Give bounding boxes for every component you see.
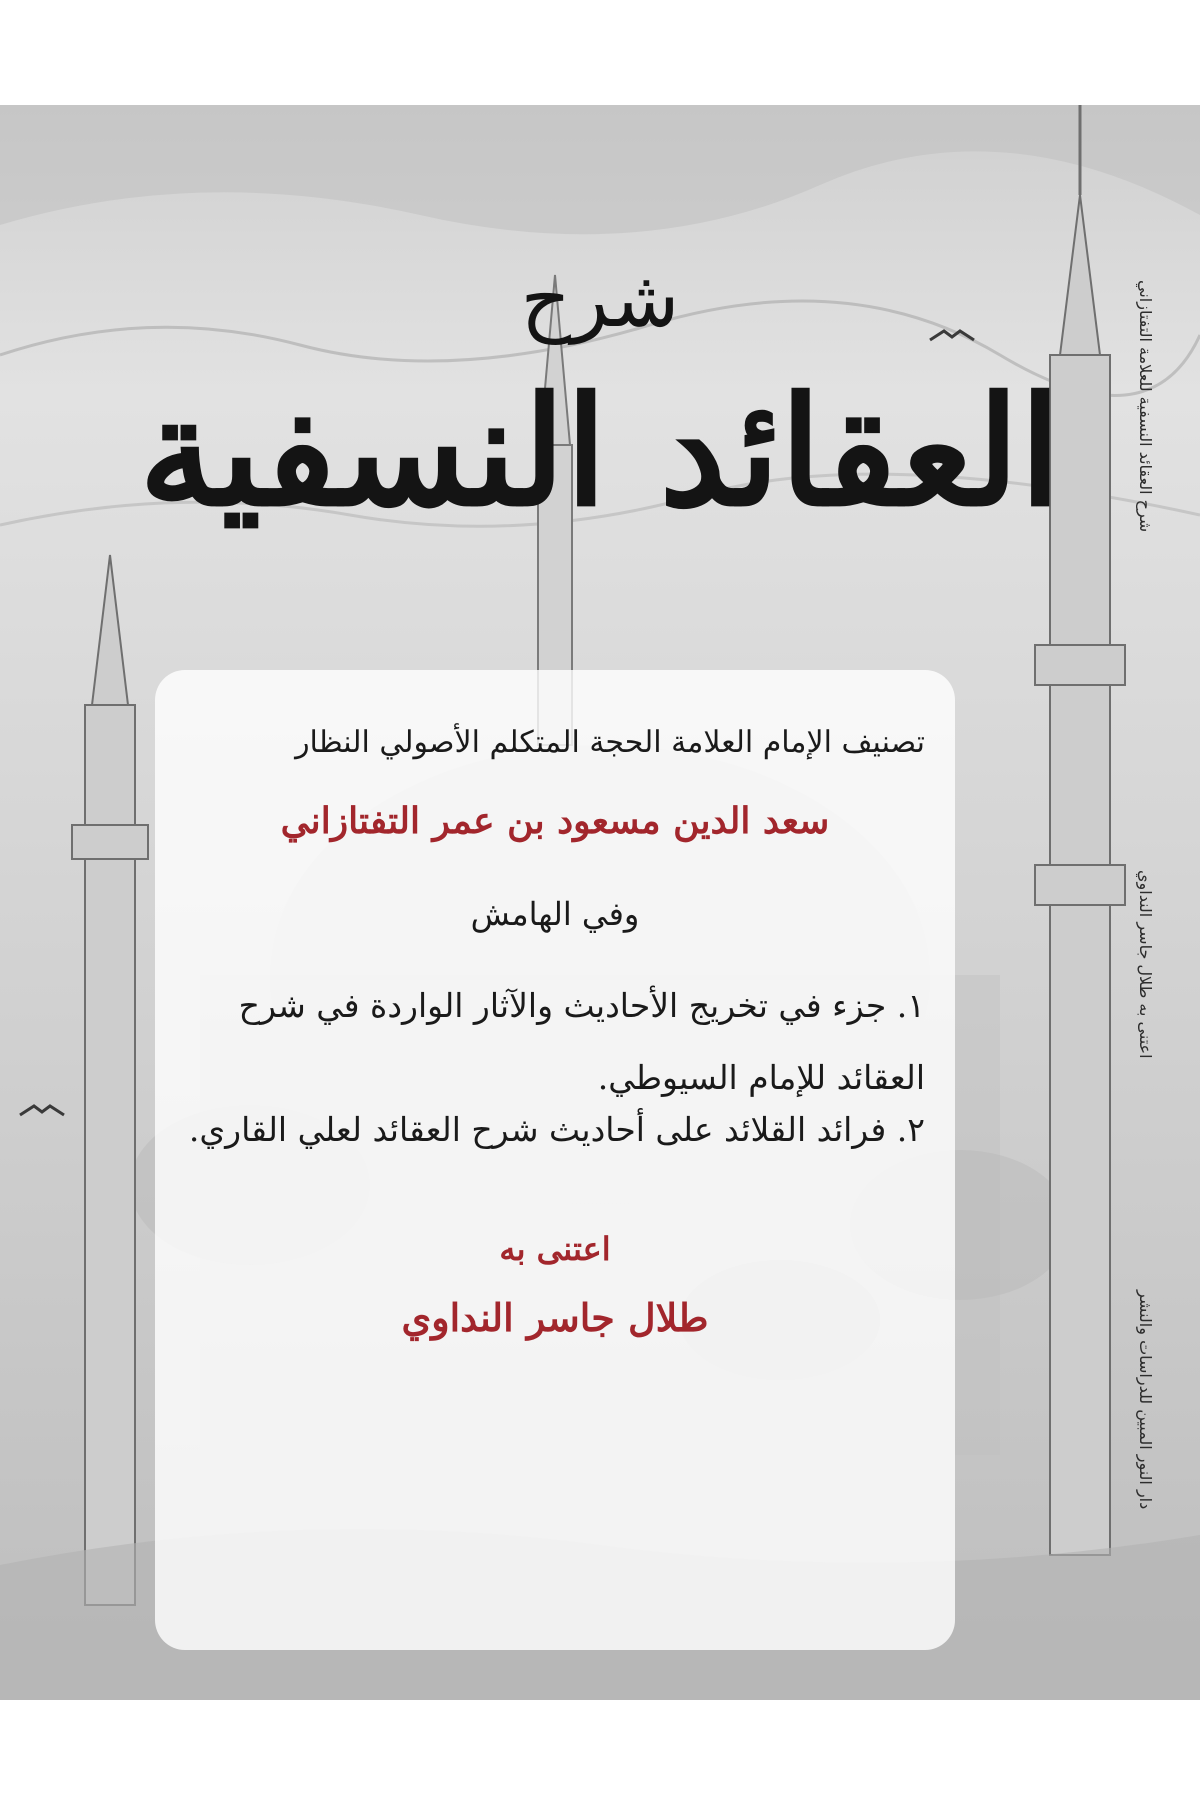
spine-publisher: دار النور المبين للدراسات والنشر xyxy=(1136,1290,1155,1510)
description-panel xyxy=(155,670,955,1650)
margin-item-2: ٢. فرائد القلائد على أحاديث شرح العقائد لعلي القاري. xyxy=(188,1110,925,1149)
book-title: العقائد النسفية xyxy=(138,364,1062,540)
book-cover xyxy=(0,105,1200,1700)
margin-heading: وفي الهامش xyxy=(470,895,640,933)
cared-by-label: اعتنى به xyxy=(499,1230,611,1268)
spine-editor: اعتنى به طلال جاسر النداوي xyxy=(1136,870,1155,1059)
author-name: سعد الدين مسعود بن عمر التفتازاني xyxy=(280,800,830,842)
author-description: تصنيف الإمام العلامة الحجة المتكلم الأصولي النظار xyxy=(295,725,925,760)
margin-item-1: ١. جزء في تخريج الأحاديث والآثار الواردة في شرح العقائد للإمام السيوطي. xyxy=(238,986,925,1097)
editor-name: طلال جاسر النداوي xyxy=(401,1295,709,1340)
book-title-prefix: شرح xyxy=(520,255,680,345)
spine-title: شرح العقائد النسفية للعلامة التفتازاني xyxy=(1136,280,1155,533)
spine-text xyxy=(1115,280,1155,1580)
